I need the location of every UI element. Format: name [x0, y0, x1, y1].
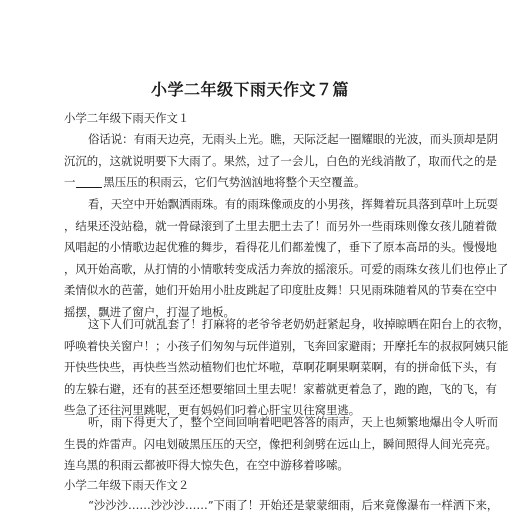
line-text: 黑压压的积雨云，它们气势汹汹地将整个天空覆盖。 [103, 175, 366, 189]
essay-paragraph [64, 194, 509, 323]
paragraph-line: 俗话说：有雨天边亮，无雨头上光。瞧，天际泛起一圈耀眼的光波，而头顶却是阴 [88, 132, 499, 146]
essay-paragraph [64, 412, 499, 477]
paragraph-line: 沉沉的，这就说明要下大雨了。果然，过了一会儿，白色的光线消散了，取而代之的是 [64, 153, 497, 168]
paragraph-line: 开快些快些，再快些当然动植物们也忙坏啦，草啊花啊果啊菜啊，有的拼命低下头，有 [64, 360, 497, 374]
paragraph-line: ，风开始高歌，从打情的小情歌转变成活力奔放的摇滚乐。可爱的雨珠女孩儿们也停止了 [64, 261, 509, 276]
paragraph-line: “沙沙沙……沙沙沙……”下雨了！开始还是蒙蒙细雨，后来竟像瀑布一样洒下来， [88, 498, 499, 512]
line-text: 一 [64, 175, 76, 189]
essay-paragraph [64, 495, 499, 517]
paragraph-line: 摇摆，飘进了窗户，打湿了地板。 [64, 304, 235, 319]
paragraph-line: 生畏的炸雷声。闪电划破黑压压的天空，像把利剑劈在远山上，瞬间照得人间光亮亮。 [64, 436, 497, 451]
essay-paragraph [64, 129, 499, 194]
paragraph-line: 呼唤着快关窗户！；小孩子们匆匆与玩伴道别，飞奔回家避雨；开摩托车的叔叔阿姨只能 [64, 338, 509, 353]
paragraph-line [64, 172, 440, 194]
paragraph-line: 柔情似水的芭蕾，她们开始用小肚皮跳起了印度肚皮舞！只见雨珠随着风的节奏在空中 [64, 283, 497, 297]
paragraph-line: 的左躲右避，还有的甚至还想要缩回土里去呢！家蓄就更着急了，跑的跑，飞的飞，有 [64, 381, 497, 396]
page-title: 小学二年级下雨天作文７篇 [150, 80, 349, 99]
paragraph-line: 连乌黑的积雨云都被吓得大惊失色，在空中游移着哆嗦。 [64, 458, 349, 472]
paragraph-line: 这下人们可就乱套了！打麻将的老爷爷老奶奶赶紧起身，收掉晾晒在阳台上的衣物， [88, 317, 509, 331]
essay-heading: 小学二年级下雨天作文１ [64, 111, 190, 125]
paragraph-line: 些急了还往河里跳呢，更有妈妈们叼着心肝宝贝往窝里逃。 [64, 403, 361, 417]
essay-heading: 小学二年级下雨天作文２ [64, 478, 190, 492]
fill-in-blank [76, 175, 102, 188]
paragraph-line: 听，雨下得更大了，整个空间回响着吧吧答答的雨声，天上也频繁地爆出令人听而 [88, 415, 499, 429]
paragraph-line: 看，天空中开始飘洒雨珠。有的雨珠像顽皮的小男孩，挥舞着玩具落到草叶上玩耍 [88, 197, 499, 211]
paragraph-line: 风唱起的小情歌边起优雅的舞步，看得花儿们都羞愧了，垂下了原本高昂的头。慢慢地 [64, 240, 497, 254]
paragraph-line: ，结果还没站稳，就一骨碌滚到了土里去肥土去了！而另外一些雨珠则像女孩儿随着微 [64, 218, 497, 233]
